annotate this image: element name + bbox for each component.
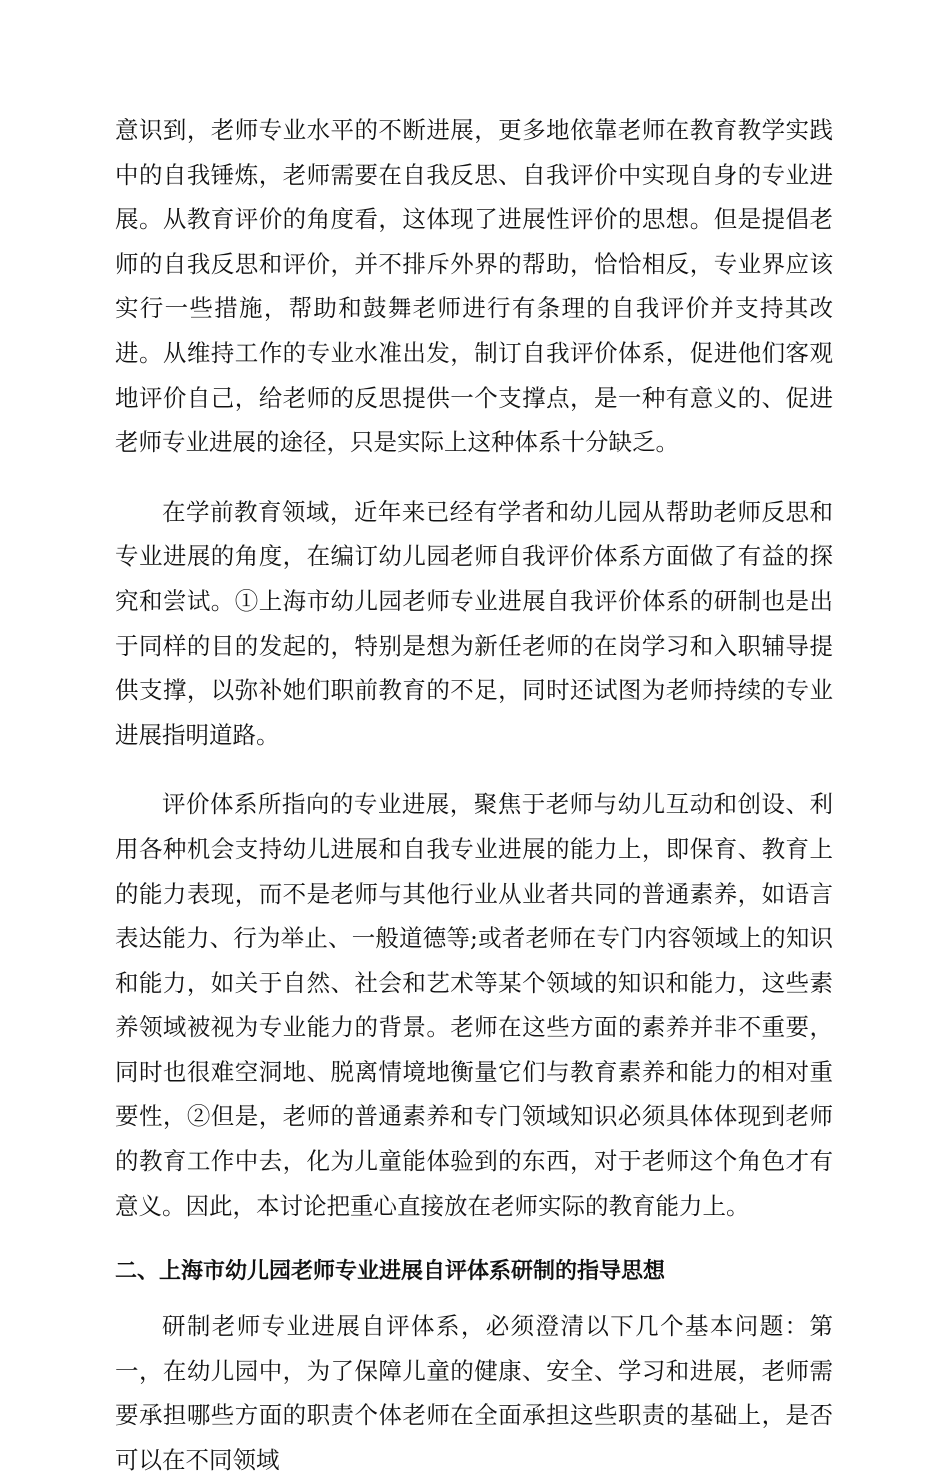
paragraph-preschool-field: 在学前教育领域，近年来已经有学者和幼儿园从帮助老师反思和专业进展的角度，在编订幼儿园老师自我评价体系方面做了有益的探究和尝试。①上海市幼儿园老师专业进展自我评价体系的研制也是出于同样的目的发起的，特别是想为新任老师的在岗学习和入职辅导提供支撑，以弥补她们职前教育的不足，同时还试图为老师持续的专业进展指明道路。: [115, 497, 833, 749]
paragraph-self-evaluation-context: 意识到，老师专业水平的不断进展，更多地依靠老师在教育教学实践中的自我锤炼，老师需要在自我反思、自我评价中实现自身的专业进展。从教育评价的角度看，这体现了进展性评价的思想。但是提倡老师的自我反思和评价，并不排斥外界的帮助，恰恰相反，专业界应该实行一些措施，帮助和鼓舞老师进行有条理的自我评价并支持其改进。从维持工作的专业水准出发，制订自我评价体系，促进他们客观地评价自己，给老师的反思提供一个支撑点，是一种有意义的、促进老师专业进展的途径，只是实际上这种体系十分缺乏。: [115, 116, 833, 457]
paragraph-evaluation-focus: 评价体系所指向的专业进展，聚焦于老师与幼儿互动和创设、利用各种机会支持幼儿进展和自我专业进展的能力上，即保育、教育上的能力表现，而不是老师与其他行业从业者共同的普通素养，如语言表达能力、行为举止、一般道德等;或者老师在专门内容领域上的知识和能力，如关于自然、社会和艺术等某个领域的知识和能力，这些素养领域被视为专业能力的背景。老师在这些方面的素养并非不重要，同时也很难空洞地、脱离情境地衡量它们与教育素养和能力的相对重要性，②但是，老师的普通素养和专门领域知识必须具体体现到老师的教育工作中去，化为儿童能体验到的东西，对于老师这个角色才有意义。因此，本讨论把重心直接放在老师实际的教育能力上。: [115, 790, 833, 1220]
document-page: [115, 108, 833, 1483]
section-heading: 二、上海市幼儿园老师专业进展自评体系研制的指导思想: [115, 1259, 666, 1285]
paragraph-basic-questions: 研制老师专业进展自评体系，必须澄清以下几个基本问题：第一，在幼儿园中，为了保障儿童的健康、安全、学习和进展，老师需要承担哪些方面的职责个体老师在全面承担这些职责的基础上，是否可以在不同领域: [115, 1312, 833, 1475]
